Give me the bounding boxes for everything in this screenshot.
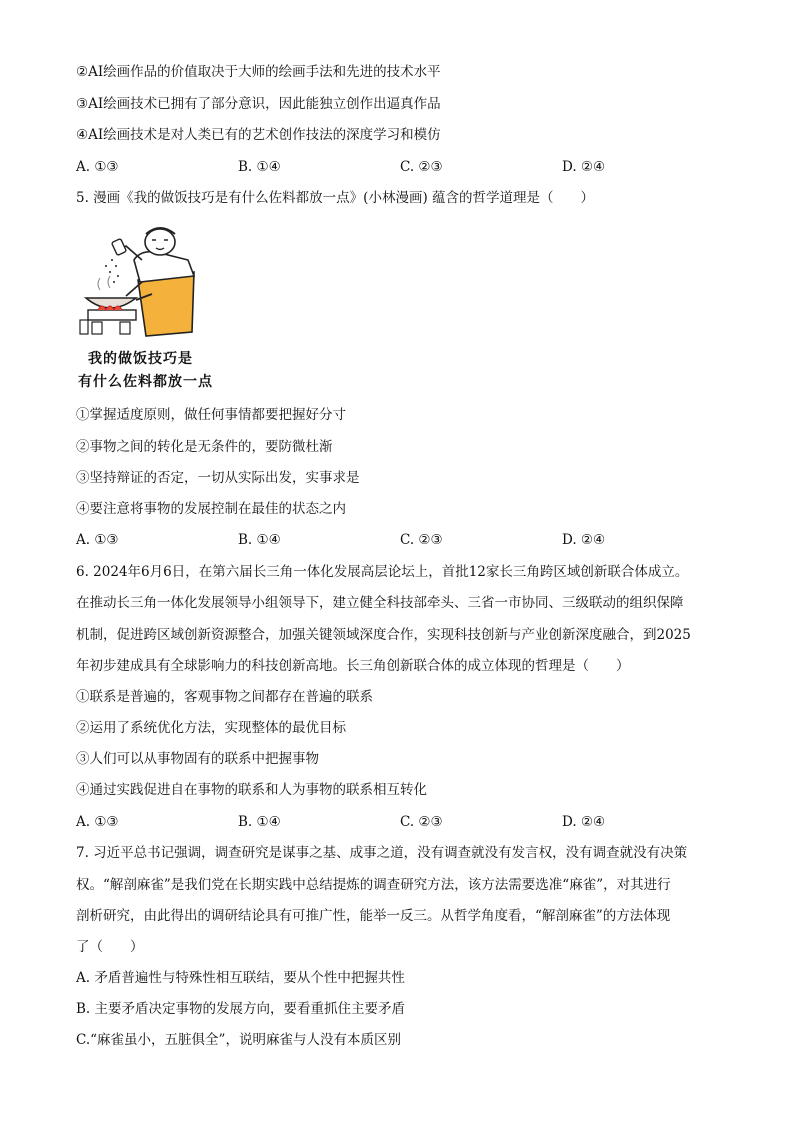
q7-option-a[interactable]: A. 矛盾普遍性与特殊性相互联结，要从个性中把握共性	[76, 970, 405, 986]
q6-statement-4: ④通过实践促进自在事物的联系和人为事物的联系相互转化	[76, 782, 427, 798]
q6-option-a[interactable]: A. ①③	[76, 814, 119, 830]
q5-statement-3: ③坚持辩证的否定，一切从实际出发，实事求是	[76, 470, 360, 486]
q5-statement-4: ④要注意将事物的发展控制在最佳的状态之内	[76, 501, 346, 517]
q6-statement-1: ①联系是普遍的，客观事物之间都存在普遍的联系	[76, 689, 373, 705]
q4-option-a[interactable]: A. ①③	[76, 159, 119, 175]
q5-options	[76, 531, 716, 549]
q5-stem: 5. 漫画《我的做饭技巧是有什么佐料都放一点》(小林漫画) 蕴含的哲学道理是（ ）	[76, 190, 594, 206]
q5-option-b[interactable]: B. ①④	[238, 532, 281, 548]
cooking-cartoon-illustration	[76, 220, 206, 395]
q4-statement-3: ③AI绘画技术已拥有了部分意识，因此能独立创作出逼真作品	[76, 96, 441, 112]
q6-option-b[interactable]: B. ①④	[238, 814, 281, 830]
q4-option-c[interactable]: C. ②③	[400, 159, 443, 175]
q5-statement-2: ②事物之间的转化是无条件的，要防微杜渐	[76, 439, 333, 455]
q7-option-c[interactable]: C.“麻雀虽小，五脏俱全”，说明麻雀与人没有本质区别	[76, 1032, 401, 1048]
q4-statement-4: ④AI绘画技术是对人类已有的艺术创作技法的深度学习和模仿	[76, 127, 441, 143]
q6-stem-line-3: 机制，促进跨区域创新资源整合，加强关键领域深度合作，实现科技创新与产业创新深度融合，到2025	[76, 627, 691, 643]
q7-stem-line-2: 权。“解剖麻雀”是我们党在长期实践中总结提炼的调查研究方法，该方法需要选准“麻雀”，对其进行	[76, 877, 671, 893]
q5-option-a[interactable]: A. ①③	[76, 532, 119, 548]
q5-option-c[interactable]: C. ②③	[400, 532, 443, 548]
q6-option-d[interactable]: D. ②④	[562, 814, 606, 830]
q6-options	[76, 813, 716, 831]
q7-option-b[interactable]: B. 主要矛盾决定事物的发展方向，要看重抓住主要矛盾	[76, 1001, 406, 1017]
cartoon-caption-line-1: 我的做饭技巧是	[88, 351, 193, 367]
q6-stem-line-2: 在推动长三角一体化发展领导小组领导下，建立健全科技部牵头、三省一市协同、三级联动的组织保障	[76, 595, 684, 611]
q7-stem-line-3: 剖析研究，由此得出的调研结论具有可推广性，能举一反三。从哲学角度看，“解剖麻雀”的方法体现	[76, 908, 671, 924]
q4-options	[76, 158, 716, 176]
q4-option-d[interactable]: D. ②④	[562, 159, 606, 175]
q6-stem-line-1: 6. 2024年6月6日，在第六届长三角一体化发展高层论坛上，首批12家长三角跨区域创新联合体成立。	[76, 564, 689, 580]
q4-statement-2: ②AI绘画作品的价值取决于大师的绘画手法和先进的技术水平	[76, 64, 441, 80]
q6-statement-2: ②运用了系统优化方法，实现整体的最优目标	[76, 720, 346, 736]
q6-statement-3: ③人们可以从事物固有的联系中把握事物	[76, 751, 319, 767]
q6-stem-line-4: 年初步建成具有全球影响力的科技创新高地。长三角创新联合体的成立体现的哲理是（ ）	[76, 658, 630, 674]
q5-statement-1: ①掌握适度原则，做任何事情都要把握好分寸	[76, 407, 346, 423]
q6-option-c[interactable]: C. ②③	[400, 814, 443, 830]
cartoon-caption-line-2: 有什么佐料都放一点	[78, 374, 213, 390]
q4-option-b[interactable]: B. ①④	[238, 159, 281, 175]
q7-stem-line-1: 7. 习近平总书记强调，调查研究是谋事之基、成事之道，没有调查就没有发言权，没有调查就没有决策	[76, 845, 688, 861]
q7-stem-line-4: 了（ ）	[76, 939, 144, 955]
q5-option-d[interactable]: D. ②④	[562, 532, 606, 548]
